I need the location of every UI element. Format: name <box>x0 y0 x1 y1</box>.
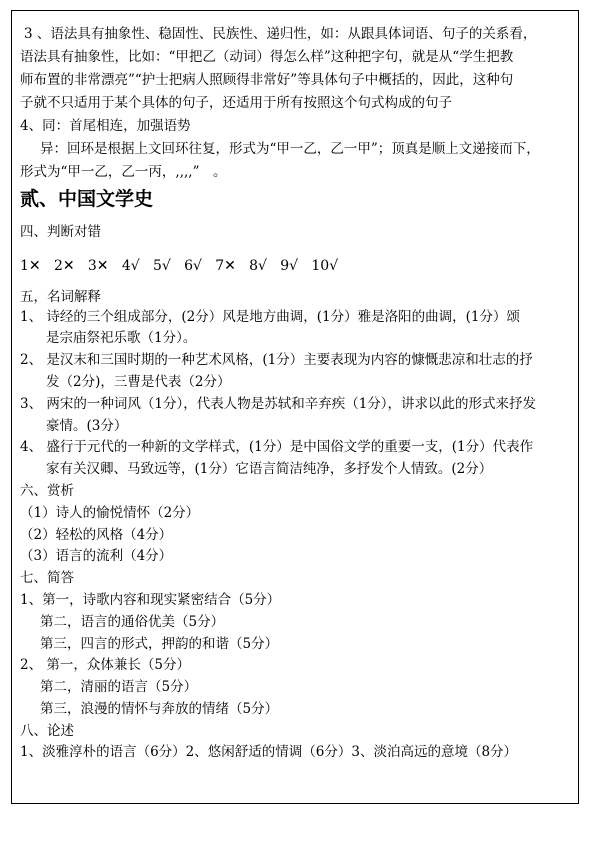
item-3-line-2: 语法具有抽象性，比如：“甲把乙（动词）得怎么样”这种把字句，就是从“学生把教 <box>20 49 514 65</box>
answer-2: 2✕ <box>53 258 75 274</box>
term-3-line-2: 豪情。(3分） <box>46 418 128 434</box>
short-answer-2-point-3: 第三，浪漫的情怀与奔放的情绪（5分） <box>40 701 279 717</box>
short-answer-2-point-2: 第二，清丽的语言（5分） <box>40 679 198 695</box>
term-2-line-2: 发（2分)，三曹是代表（2分） <box>46 374 231 390</box>
short-answer-1-point-1: 1、第一，诗歌内容和现实紧密结合（5分） <box>20 592 281 608</box>
term-4-line-1: 4、 盛行于元代的一种新的文学样式，(1分）是中国俗文学的重要一支，(1分）代表作 <box>20 439 534 455</box>
answer-5: 5√ <box>152 258 171 274</box>
term-4-line-2: 家有关汉卿、马致远等，(1分）它语言简洁纯净，多抒发个人情致。(2分） <box>46 461 493 477</box>
item-4-line-3: 形式为“甲一乙，乙一丙，,,,,” 。 <box>20 164 227 180</box>
short-answer-1-point-3: 第三，四言的形式，押韵的和谐（5分） <box>40 636 279 652</box>
answer-1: 1✕ <box>20 258 41 274</box>
section-title: 贰、中国文学史 <box>20 188 154 210</box>
answer-9: 9√ <box>280 258 299 274</box>
short-answer-2-point-1: 2、 第一，众体兼长（5分） <box>20 657 190 673</box>
answer-8: 8√ <box>249 258 267 274</box>
item-4-line-1: 4、同：首尾相连，加强语势 <box>20 118 191 134</box>
item-3-line-4: 子就不只适用于某个具体的句子，还适用于所有按照这个句式构成的句子 <box>20 95 452 111</box>
judgement-heading: 四、判断对错 <box>20 224 101 240</box>
short-answer-heading: 七、简答 <box>20 570 74 586</box>
appreciation-3: （3）语言的流利（4分） <box>20 548 173 564</box>
appreciation-heading: 六、赏析 <box>20 483 74 499</box>
essay-heading: 八、论述 <box>20 723 74 739</box>
item-3-line-1: 3 、语法具有抽象性、稳固性、民族性、递归性，如：从跟具体词语、句子的关系看， <box>24 26 537 42</box>
term-1-line-2: 是宗庙祭祀乐歌（1分）。 <box>46 330 197 346</box>
appreciation-2: （2）轻松的风格（4分） <box>20 527 173 543</box>
item-3-line-3: 师布置的非常漂亮”“护士把病人照顾得非常好”等具体句子中概括的，因此，这种句 <box>20 72 514 88</box>
answer-3: 3✕ <box>87 258 109 274</box>
terms-heading: 五，名词解释 <box>20 289 101 305</box>
item-4-line-2: 异：回环是根据上文回环往复，形式为“甲一乙，乙一甲”；顶真是顺上文递接而下， <box>40 141 540 157</box>
term-1-line-1: 1、 诗经的三个组成部分，(2分）风是地方曲调，(1分）雅是洛阳的曲调，(1分）颂 <box>20 309 520 325</box>
term-2-line-1: 2、 是汉末和三国时期的一种艺术风格，(1分）主要表现为内容的慷慨悲凉和壮志的抒 <box>20 352 533 368</box>
answer-6: 6√ <box>184 258 202 274</box>
appreciation-1: （1）诗人的愉悦情怀（2分） <box>20 505 200 521</box>
term-3-line-1: 3、 两宋的一种词风（1分），代表人物是苏轼和辛弃疾（1分），讲求以此的形式来抒发 <box>20 396 537 412</box>
short-answer-1-point-2: 第二，语言的通俗优美（5分） <box>40 614 225 630</box>
answer-4: 4√ <box>121 258 140 274</box>
essay-answer: 1、淡雅淳朴的语言（6分）2、悠闲舒适的情调（6分）3、淡泊高远的意境（8分） <box>20 744 518 760</box>
answer-7: 7✕ <box>215 258 236 274</box>
judgement-answers <box>20 256 347 276</box>
answer-10: 10√ <box>311 258 339 274</box>
